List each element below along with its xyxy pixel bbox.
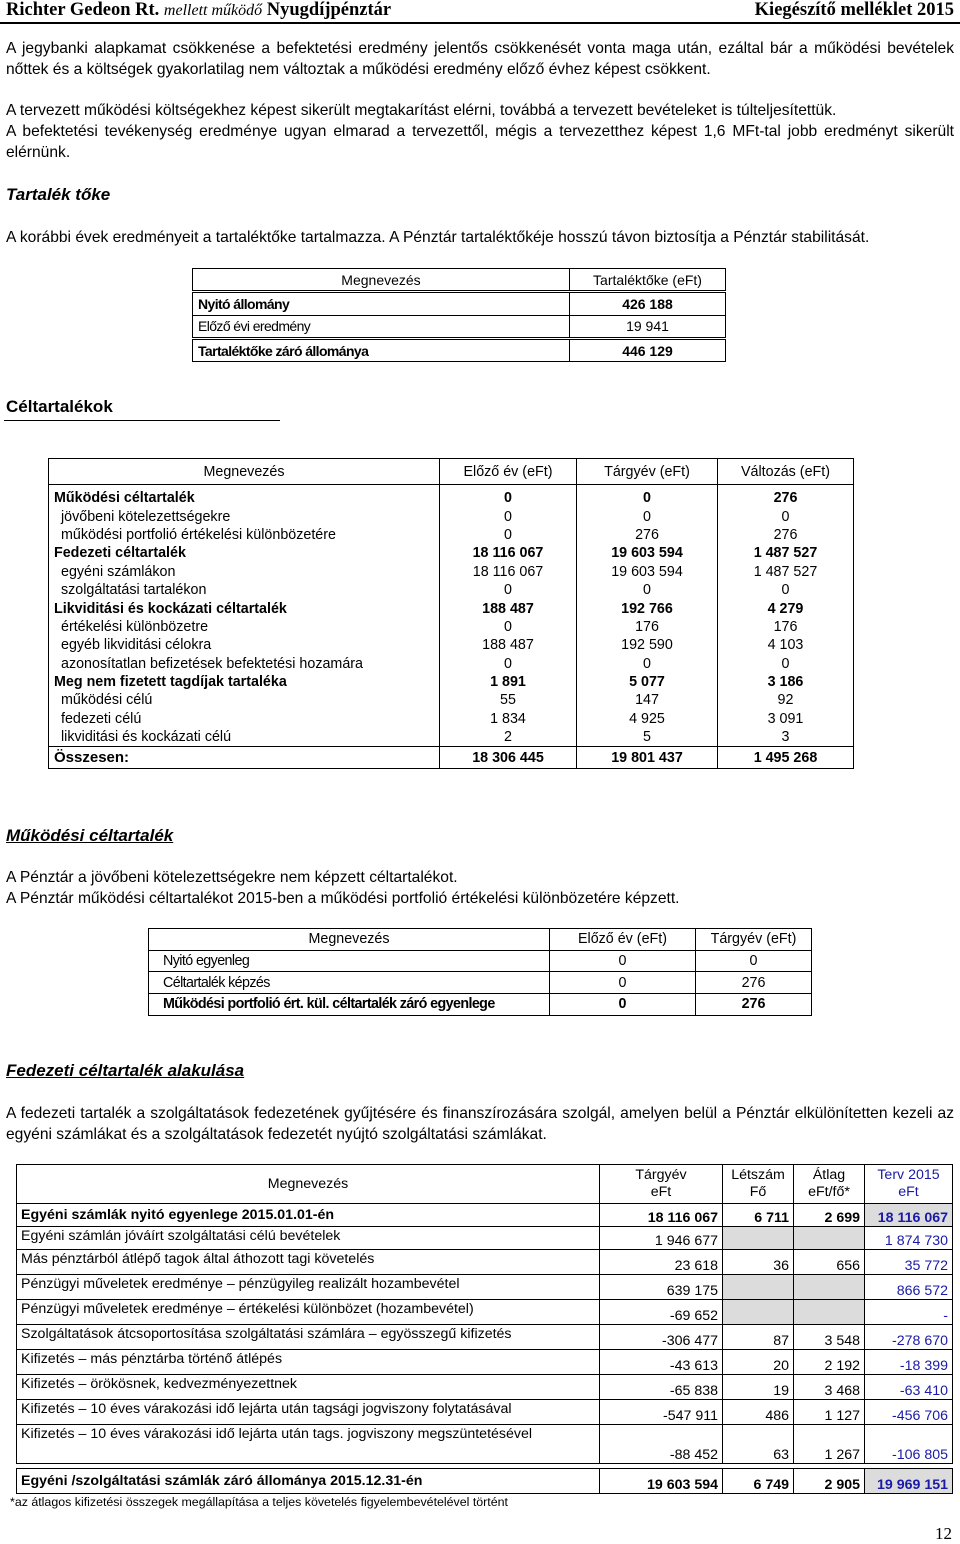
tartalek-table: [192, 268, 726, 362]
table-cell: 19 941: [570, 315, 726, 337]
column-header-line: Létszám: [731, 1167, 785, 1183]
table-header-row: [17, 1165, 953, 1204]
table-cell: 0: [440, 618, 577, 636]
table-cell: 23 618: [600, 1250, 723, 1275]
table-cell: 2 699: [794, 1204, 865, 1227]
table-cell: 4 925: [577, 710, 718, 728]
header-left: [6, 0, 391, 21]
header-org-sub: mellett működő: [163, 2, 263, 19]
table-cell: 0: [718, 655, 854, 673]
table-header-row: [49, 459, 854, 485]
table-cell: 4 103: [718, 636, 854, 654]
table-cell: egyéb likviditási célokra: [49, 636, 440, 654]
table-row: [17, 1400, 953, 1425]
table-cell: [794, 1300, 865, 1325]
table-cell: 2 905: [794, 1469, 865, 1494]
page-number: 12: [935, 1524, 952, 1543]
table-cell: Meg nem fizetett tagdíjak tartaléka: [49, 673, 440, 691]
table-cell: 866 572: [865, 1275, 953, 1300]
column-header-line: Terv 2015: [877, 1167, 940, 1183]
column-header-line: eFt: [650, 1184, 672, 1200]
table-cell: 276: [696, 994, 812, 1016]
table-cell: 19 603 594: [577, 544, 718, 562]
table-row: [193, 339, 726, 361]
table-cell: 18 116 067: [600, 1204, 723, 1227]
table-cell: 2: [440, 728, 577, 747]
table-cell: 0: [440, 489, 577, 507]
table-cell: 36: [723, 1250, 794, 1275]
table-cell: Kifizetés – 10 éves várakozási idő lejárta után tags. jogviszony megszüntetésével: [17, 1425, 600, 1464]
table-cell: 192 590: [577, 636, 718, 654]
table-cell: 276: [696, 972, 812, 994]
table-row: [49, 599, 854, 617]
table-cell: Pénzügyi műveletek eredménye – pénzügyileg realizált hozambevétel: [17, 1275, 600, 1300]
column-header: Megnevezés: [17, 1165, 600, 1204]
table-cell: 5: [577, 728, 718, 747]
table-cell: szolgáltatási tartalékon: [49, 581, 440, 599]
table-cell: 0: [550, 950, 696, 972]
intro-paragraph-1: A jegybanki alapkamat csökkenése a befektetési eredmény jelentős csökkenését vonta maga után, ezáltal bár a működési bevételek nőttek és a költségek gyakorlatilag nem változtak a működési eredmény előző évhez képest csökkent.: [6, 40, 954, 78]
table-cell: 1 487 527: [718, 544, 854, 562]
table-cell: 1 127: [794, 1400, 865, 1425]
table-cell: -88 452: [600, 1425, 723, 1464]
table-cell: 0: [550, 994, 696, 1016]
table-cell: működési portfolió értékelési különbözetére: [49, 526, 440, 544]
table-cell: 426 188: [570, 293, 726, 315]
table-cell: 0: [577, 489, 718, 507]
table-row: [17, 1275, 953, 1300]
table-cell: 5 077: [577, 673, 718, 691]
table-row: [49, 655, 854, 673]
table-cell: -65 838: [600, 1375, 723, 1400]
table-cell: Nyitó állomány: [193, 293, 570, 315]
table-cell: -547 911: [600, 1400, 723, 1425]
table-cell: [723, 1227, 794, 1250]
table-cell: -456 706: [865, 1400, 953, 1425]
table-cell: 276: [577, 526, 718, 544]
column-header: [723, 1165, 794, 1204]
table-cell: 188 487: [440, 599, 577, 617]
table-cell: 276: [718, 526, 854, 544]
table-cell: -278 670: [865, 1325, 953, 1350]
column-header: Megnevezés: [193, 269, 570, 291]
table-cell: likviditási és kockázati célú: [49, 728, 440, 747]
table-row: [149, 994, 812, 1016]
table-row: [17, 1375, 953, 1400]
table-cell: 1 487 527: [718, 563, 854, 581]
tartalek-text: A korábbi évek eredményeit a tartaléktőke tartalmazza. A Pénztár tartaléktőkéje hosszú távon biztosítja a Pénztár stabilitását.: [6, 229, 870, 246]
table-cell: Kifizetés – örökösnek, kedvezményezettnek: [17, 1375, 600, 1400]
table-cell: 0: [550, 972, 696, 994]
table-cell: 3 548: [794, 1325, 865, 1350]
table-cell: Nyitó egyenleg: [149, 950, 550, 972]
table-cell: egyéni számlákon: [49, 563, 440, 581]
table-cell: Összesen:: [49, 747, 440, 769]
table-header-row: [193, 269, 726, 291]
table-row: [149, 972, 812, 994]
table-cell: -306 477: [600, 1325, 723, 1350]
column-header-line: eFt/fő*: [808, 1184, 850, 1200]
table-cell: Egyéni számlán jóváírt szolgáltatási célú bevételek: [17, 1227, 600, 1250]
table-cell: Szolgáltatások átcsoportosítása szolgáltatási számlára – egyösszegű kifizetés: [17, 1325, 600, 1350]
table-row: [49, 728, 854, 747]
header-fund: Nyugdíjpénztár: [266, 0, 392, 20]
table-row: [17, 1350, 953, 1375]
table-cell: Egyéni számlák nyitó egyenlege 2015.01.01-én: [17, 1204, 600, 1227]
table-cell: 656: [794, 1250, 865, 1275]
table-cell: 0: [696, 950, 812, 972]
column-header-line: eFt: [898, 1184, 919, 1200]
table-cell: Likviditási és kockázati céltartalék: [49, 599, 440, 617]
column-header: Megnevezés: [49, 459, 440, 485]
table-row: [49, 636, 854, 654]
table-cell: -106 805: [865, 1425, 953, 1464]
mukodesi-table: [148, 928, 812, 1016]
table-cell: 486: [723, 1400, 794, 1425]
celtartalekok-heading: Céltartalékok: [6, 397, 113, 416]
column-header-line: Átlag: [812, 1167, 846, 1183]
table-cell: 0: [440, 526, 577, 544]
table-cell: 0: [440, 655, 577, 673]
table-cell: Fedezeti céltartalék: [49, 544, 440, 562]
table-cell: [723, 1300, 794, 1325]
table-cell: 4 279: [718, 599, 854, 617]
table-cell: 0: [577, 655, 718, 673]
table-cell: 87: [723, 1325, 794, 1350]
table-cell: 3 468: [794, 1375, 865, 1400]
table-cell: Kifizetés – 10 éves várakozási idő lejárta után tagsági jogviszony folytatásával: [17, 1400, 600, 1425]
table-cell: 0: [718, 507, 854, 525]
column-header-line: Fő: [749, 1184, 767, 1200]
page-header: [0, 0, 960, 24]
table-cell: 0: [577, 507, 718, 525]
table-cell: 1 874 730: [865, 1227, 953, 1250]
table-row: [193, 293, 726, 315]
table-cell: 1 267: [794, 1425, 865, 1464]
column-header: Előző év (eFt): [550, 929, 696, 951]
table-cell: 19: [723, 1375, 794, 1400]
table-cell: 35 772: [865, 1250, 953, 1275]
table-cell: 2 192: [794, 1350, 865, 1375]
celtartalek-table: [48, 458, 854, 769]
table-cell: 0: [440, 581, 577, 599]
table-cell: 19 603 594: [600, 1469, 723, 1494]
table-cell: 6 749: [723, 1469, 794, 1494]
table-row: [193, 315, 726, 337]
intro-paragraph-2: A tervezett működési költségekhez képest sikerült megtakarítást elérni, továbbá a tervezett bevételeket is túlteljesítettük.: [6, 102, 837, 119]
table-row: [17, 1227, 953, 1250]
table-cell: 18 116 067: [865, 1204, 953, 1227]
table-row: [49, 747, 854, 769]
table-cell: 0: [440, 507, 577, 525]
tartalek-heading: Tartalék tőke: [6, 185, 111, 204]
column-header: [600, 1165, 723, 1204]
table-cell: -63 410: [865, 1375, 953, 1400]
table-cell: 6 711: [723, 1204, 794, 1227]
table-cell: 1 891: [440, 673, 577, 691]
table-cell: 19 603 594: [577, 563, 718, 581]
column-header: [865, 1165, 953, 1204]
footnote: *az átlagos kifizetési összegek megállapítása a teljes követelés figyelembevételével történt: [10, 1495, 508, 1509]
table-cell: 63: [723, 1425, 794, 1464]
table-cell: értékelési különbözetre: [49, 618, 440, 636]
table-cell: 3 186: [718, 673, 854, 691]
table-cell: -43 613: [600, 1350, 723, 1375]
table-cell: -18 399: [865, 1350, 953, 1375]
table-row: [49, 544, 854, 562]
table-row: [149, 950, 812, 972]
table-row: [17, 1325, 953, 1350]
table-cell: Egyéni /szolgáltatási számlák záró állománya 2015.12.31-én: [17, 1469, 600, 1494]
table-cell: 19 969 151: [865, 1469, 953, 1494]
table-cell: 3 091: [718, 710, 854, 728]
table-cell: -: [865, 1300, 953, 1325]
table-cell: Kifizetés – más pénztárba történő átlépés: [17, 1350, 600, 1375]
column-header: Tárgyév (eFt): [696, 929, 812, 951]
table-row: [17, 1300, 953, 1325]
table-cell: 19 801 437: [577, 747, 718, 769]
table-cell: Más pénztárból átlépő tagok által áthozott tagi követelés: [17, 1250, 600, 1275]
table-row: [17, 1425, 953, 1464]
table-cell: 188 487: [440, 636, 577, 654]
table-cell: 176: [577, 618, 718, 636]
table-cell: 1 834: [440, 710, 577, 728]
table-cell: 446 129: [570, 339, 726, 361]
table-cell: 18 116 067: [440, 544, 577, 562]
column-header: Változás (eFt): [718, 459, 854, 485]
table-cell: 18 116 067: [440, 563, 577, 581]
table-cell: 55: [440, 691, 577, 709]
table-cell: 1 495 268: [718, 747, 854, 769]
intro-paragraph-3: A befektetési tevékenység eredménye ugyan elmarad a tervezettől, mégis a tervezetthez képest 1,6 MFt-tal jobb eredményt sikerült elérnünk.: [6, 123, 954, 161]
table-cell: azonosítatlan befizetések befektetési hozamára: [49, 655, 440, 673]
table-row: [17, 1250, 953, 1275]
table-row: [49, 563, 854, 581]
table-cell: 147: [577, 691, 718, 709]
heading-underline: [4, 420, 280, 421]
table-cell: 276: [718, 489, 854, 507]
table-row: [49, 710, 854, 728]
column-header: [794, 1165, 865, 1204]
table-cell: működési célú: [49, 691, 440, 709]
table-row: [17, 1469, 953, 1494]
table-cell: Pénzügyi műveletek eredménye – értékelési különbözet (hozambevétel): [17, 1300, 600, 1325]
table-cell: 0: [577, 581, 718, 599]
table-cell: 20: [723, 1350, 794, 1375]
table-cell: [794, 1275, 865, 1300]
table-row: [49, 581, 854, 599]
column-header: Tárgyév (eFt): [577, 459, 718, 485]
table-cell: Céltartalék képzés: [149, 972, 550, 994]
fedezeti-text: A fedezeti tartalék a szolgáltatások fedezetének gyűjtésére és finanszírozására szolgál, amelyen belül a Pénztár elkülönítetten kezeli az egyéni számlákat és a szolgáltatások fedezetét nyújtó szolgáltatási számlákat.: [6, 1105, 954, 1143]
table-row: [49, 618, 854, 636]
table-row: [17, 1204, 953, 1227]
column-header: Megnevezés: [149, 929, 550, 951]
header-org: Richter Gedeon Rt.: [6, 0, 160, 20]
table-cell: 192 766: [577, 599, 718, 617]
mukodesi-line-1: A Pénztár a jövőbeni kötelezettségekre nem képzett céltartalékot.: [6, 869, 458, 886]
table-cell: Tartaléktőke záró állománya: [193, 339, 570, 361]
table-cell: 92: [718, 691, 854, 709]
table-row: [49, 673, 854, 691]
table-row: [49, 489, 854, 507]
table-cell: Működési portfolió ért. kül. céltartalék záró egyenlege: [149, 994, 550, 1016]
table-cell: [723, 1275, 794, 1300]
table-cell: 18 306 445: [440, 747, 577, 769]
table-cell: Előző évi eredmény: [193, 315, 570, 337]
table-cell: Működési céltartalék: [49, 489, 440, 507]
table-header-row: [149, 929, 812, 951]
table-cell: 639 175: [600, 1275, 723, 1300]
table-cell: 3: [718, 728, 854, 747]
table-row: [49, 526, 854, 544]
column-header: Előző év (eFt): [440, 459, 577, 485]
mukodesi-heading: Működési céltartalék: [6, 826, 174, 845]
table-cell: -69 652: [600, 1300, 723, 1325]
table-row: [49, 507, 854, 525]
table-cell: [794, 1227, 865, 1250]
table-cell: 1 946 677: [600, 1227, 723, 1250]
fedezeti-heading: Fedezeti céltartalék alakulása: [6, 1061, 245, 1080]
column-header: Tartaléktőke (eFt): [570, 269, 726, 291]
fedezeti-table: [16, 1164, 953, 1494]
header-right: Kiegészítő melléklet 2015: [754, 0, 954, 20]
table-row: [49, 691, 854, 709]
column-header-line: Tárgyév: [635, 1167, 687, 1183]
table-cell: jövőbeni kötelezettségekre: [49, 507, 440, 525]
mukodesi-line-2: A Pénztár működési céltartalékot 2015-ben a működési portfolió értékelési különbözetére képzett.: [6, 890, 680, 907]
table-cell: 176: [718, 618, 854, 636]
table-cell: 0: [718, 581, 854, 599]
table-cell: fedezeti célú: [49, 710, 440, 728]
